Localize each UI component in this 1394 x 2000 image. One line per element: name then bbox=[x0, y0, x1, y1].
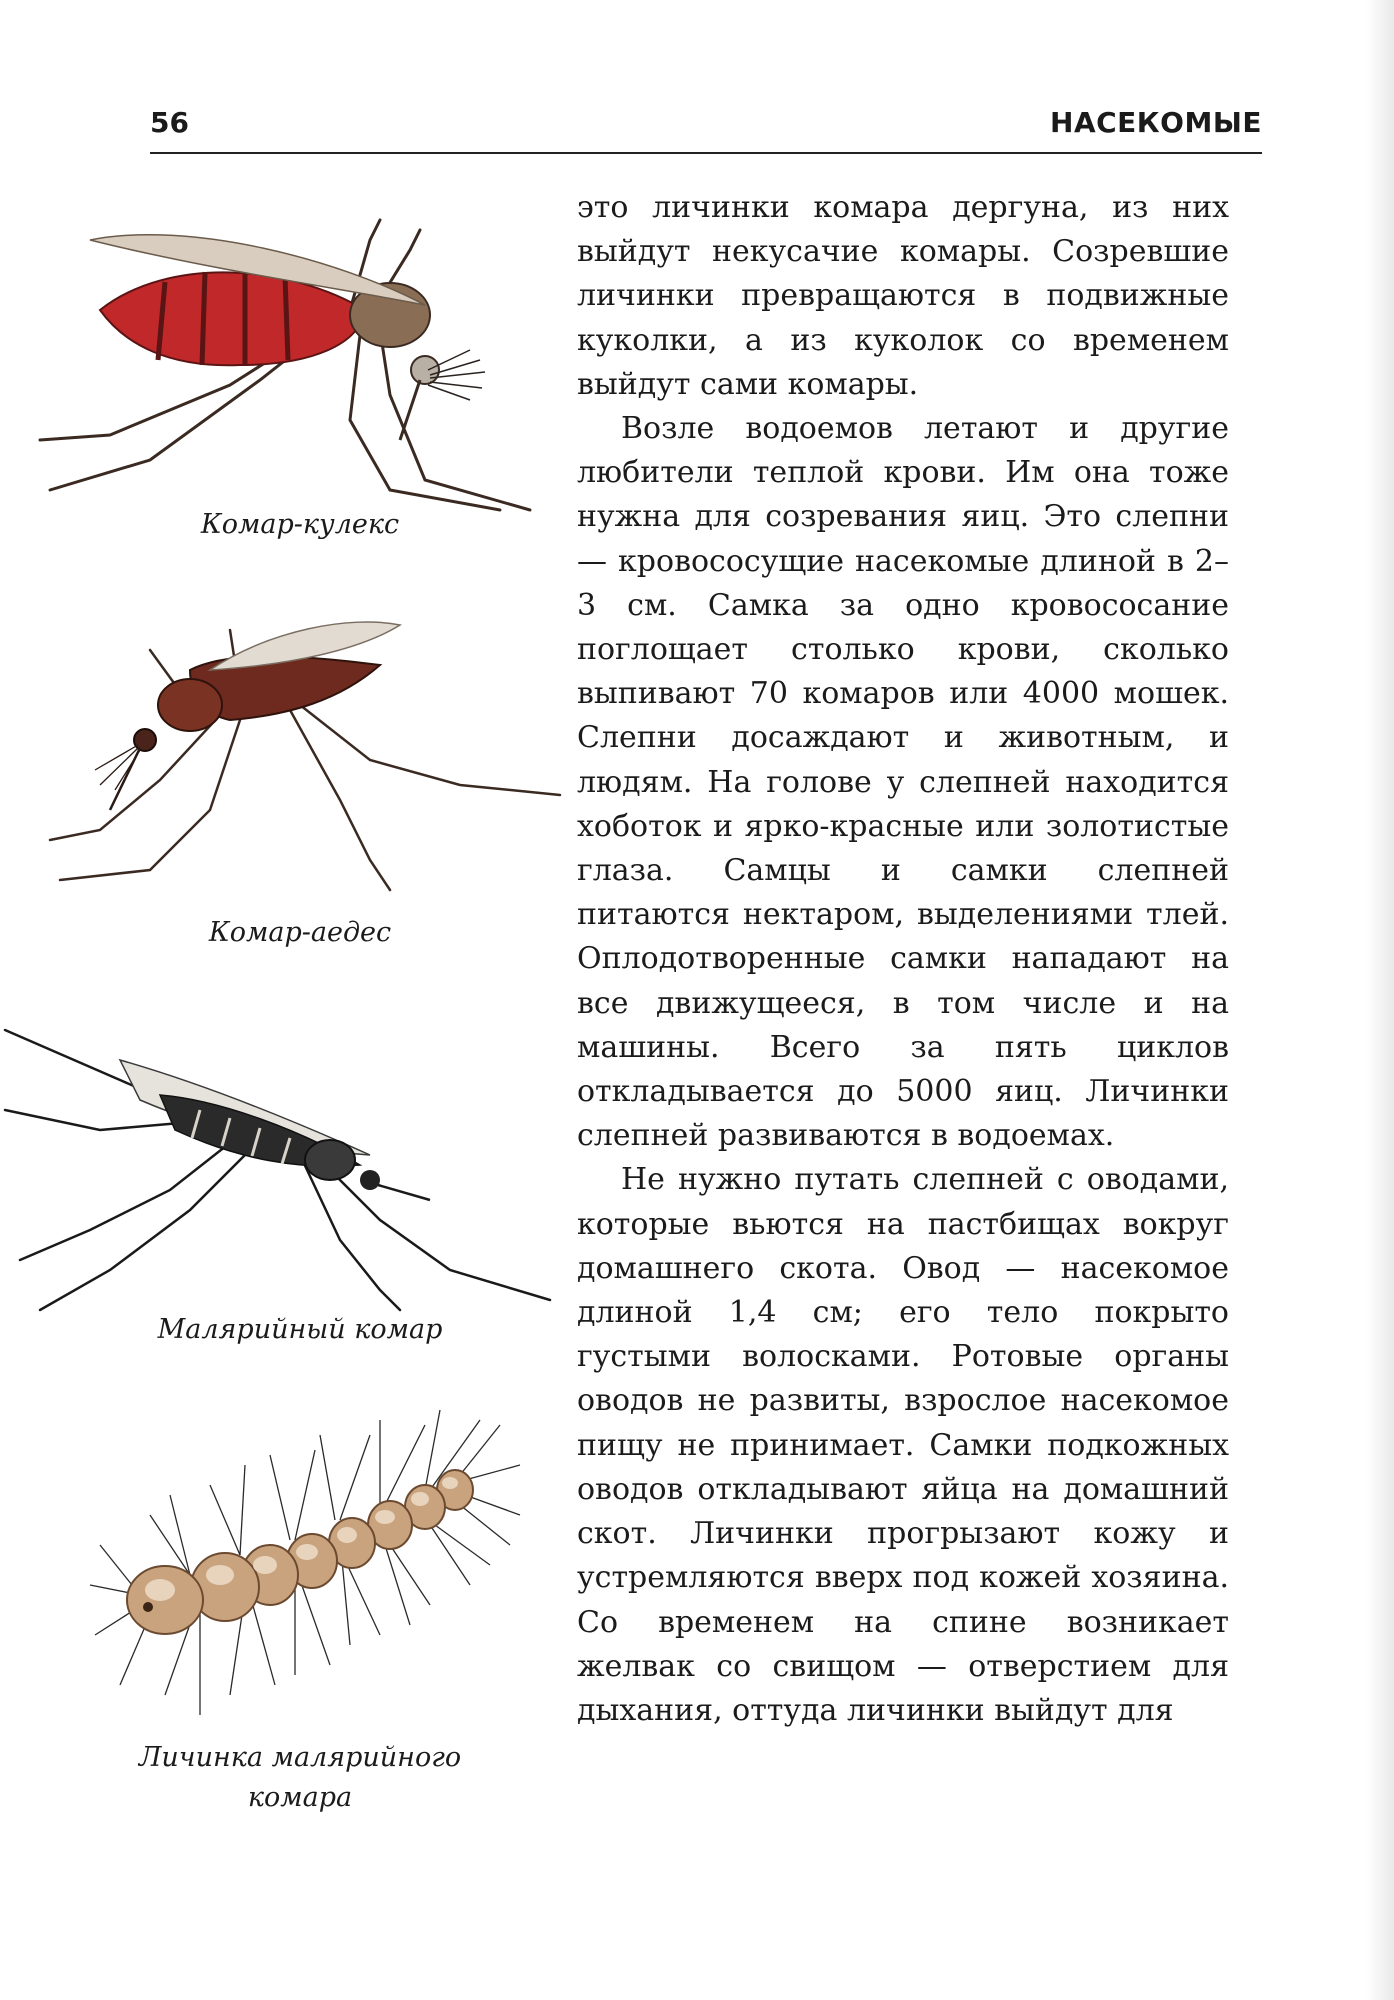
page-edge-shadow bbox=[1366, 0, 1394, 2000]
page-number: 56 bbox=[150, 106, 189, 139]
aedes-mosquito-illustration bbox=[40, 610, 580, 910]
figure-caption-larva-line2: комара bbox=[247, 1782, 353, 1813]
anopheles-larva-illustration bbox=[80, 1395, 540, 1725]
paragraph-continuation: это личинки комара дергуна, из них выйдут некусачие комары. Созревшие личинки превращаются в подвижные куколки, а из куколок со временем выйдут сами комары. bbox=[577, 190, 1229, 402]
figure-caption-aedes: Комар-аедес bbox=[208, 917, 392, 948]
main-text-column bbox=[577, 186, 1229, 1733]
paragraph-horseflies: Возле водоемов летают и другие любители теплой крови. Им она тоже нужна для созревания яиц. Это слепни — кровососущие насекомые длиной в 2–3 см. Самка за одно кровососание поглощает столько крови, сколько выпивают 70 комаров или 4000 мошек. Слепни досаждают и животным, и людям. На голове у слепней находится хоботок и ярко-красные или золотистые глаза. Самцы и самки слепней питаются нектаром, выделениями тлей. Оплодотворенные самки нападают на все движущееся, в том числе и на машины. Всего за пять циклов откладывается до 5000 яиц. Личинки слепней развиваются в водоемах. bbox=[577, 411, 1229, 1154]
figure-caption-anopheles: Малярийный комар bbox=[157, 1314, 443, 1345]
page-header bbox=[150, 100, 1262, 154]
section-title: НАСЕКОМЫЕ bbox=[1050, 106, 1262, 139]
anopheles-mosquito-illustration bbox=[0, 1020, 560, 1320]
figure-caption-culex: Комар-кулекс bbox=[200, 509, 400, 540]
culex-mosquito-illustration bbox=[30, 210, 550, 520]
paragraph-botflies: Не нужно путать слепней с оводами, которые вьются на пастбищах вокруг домашнего скота. Овод — насекомое длиной 1,4 см; его тело покрыто густыми волосками. Ротовые органы оводов не развиты, взрослое насекомое пищу не принимает. Самки подкожных оводов откладывают яйца на домашний скот. Личинки прогрызают кожу и устремляются вверх под кожей хозяина. Со временем на спине возникает желвак со свищом — отверстием для дыхания, оттуда личинки выйдут для bbox=[577, 1162, 1229, 1728]
figure-caption-larva-line1: Личинка малярийного bbox=[138, 1742, 462, 1773]
figure-caption-larva bbox=[110, 1738, 490, 1818]
